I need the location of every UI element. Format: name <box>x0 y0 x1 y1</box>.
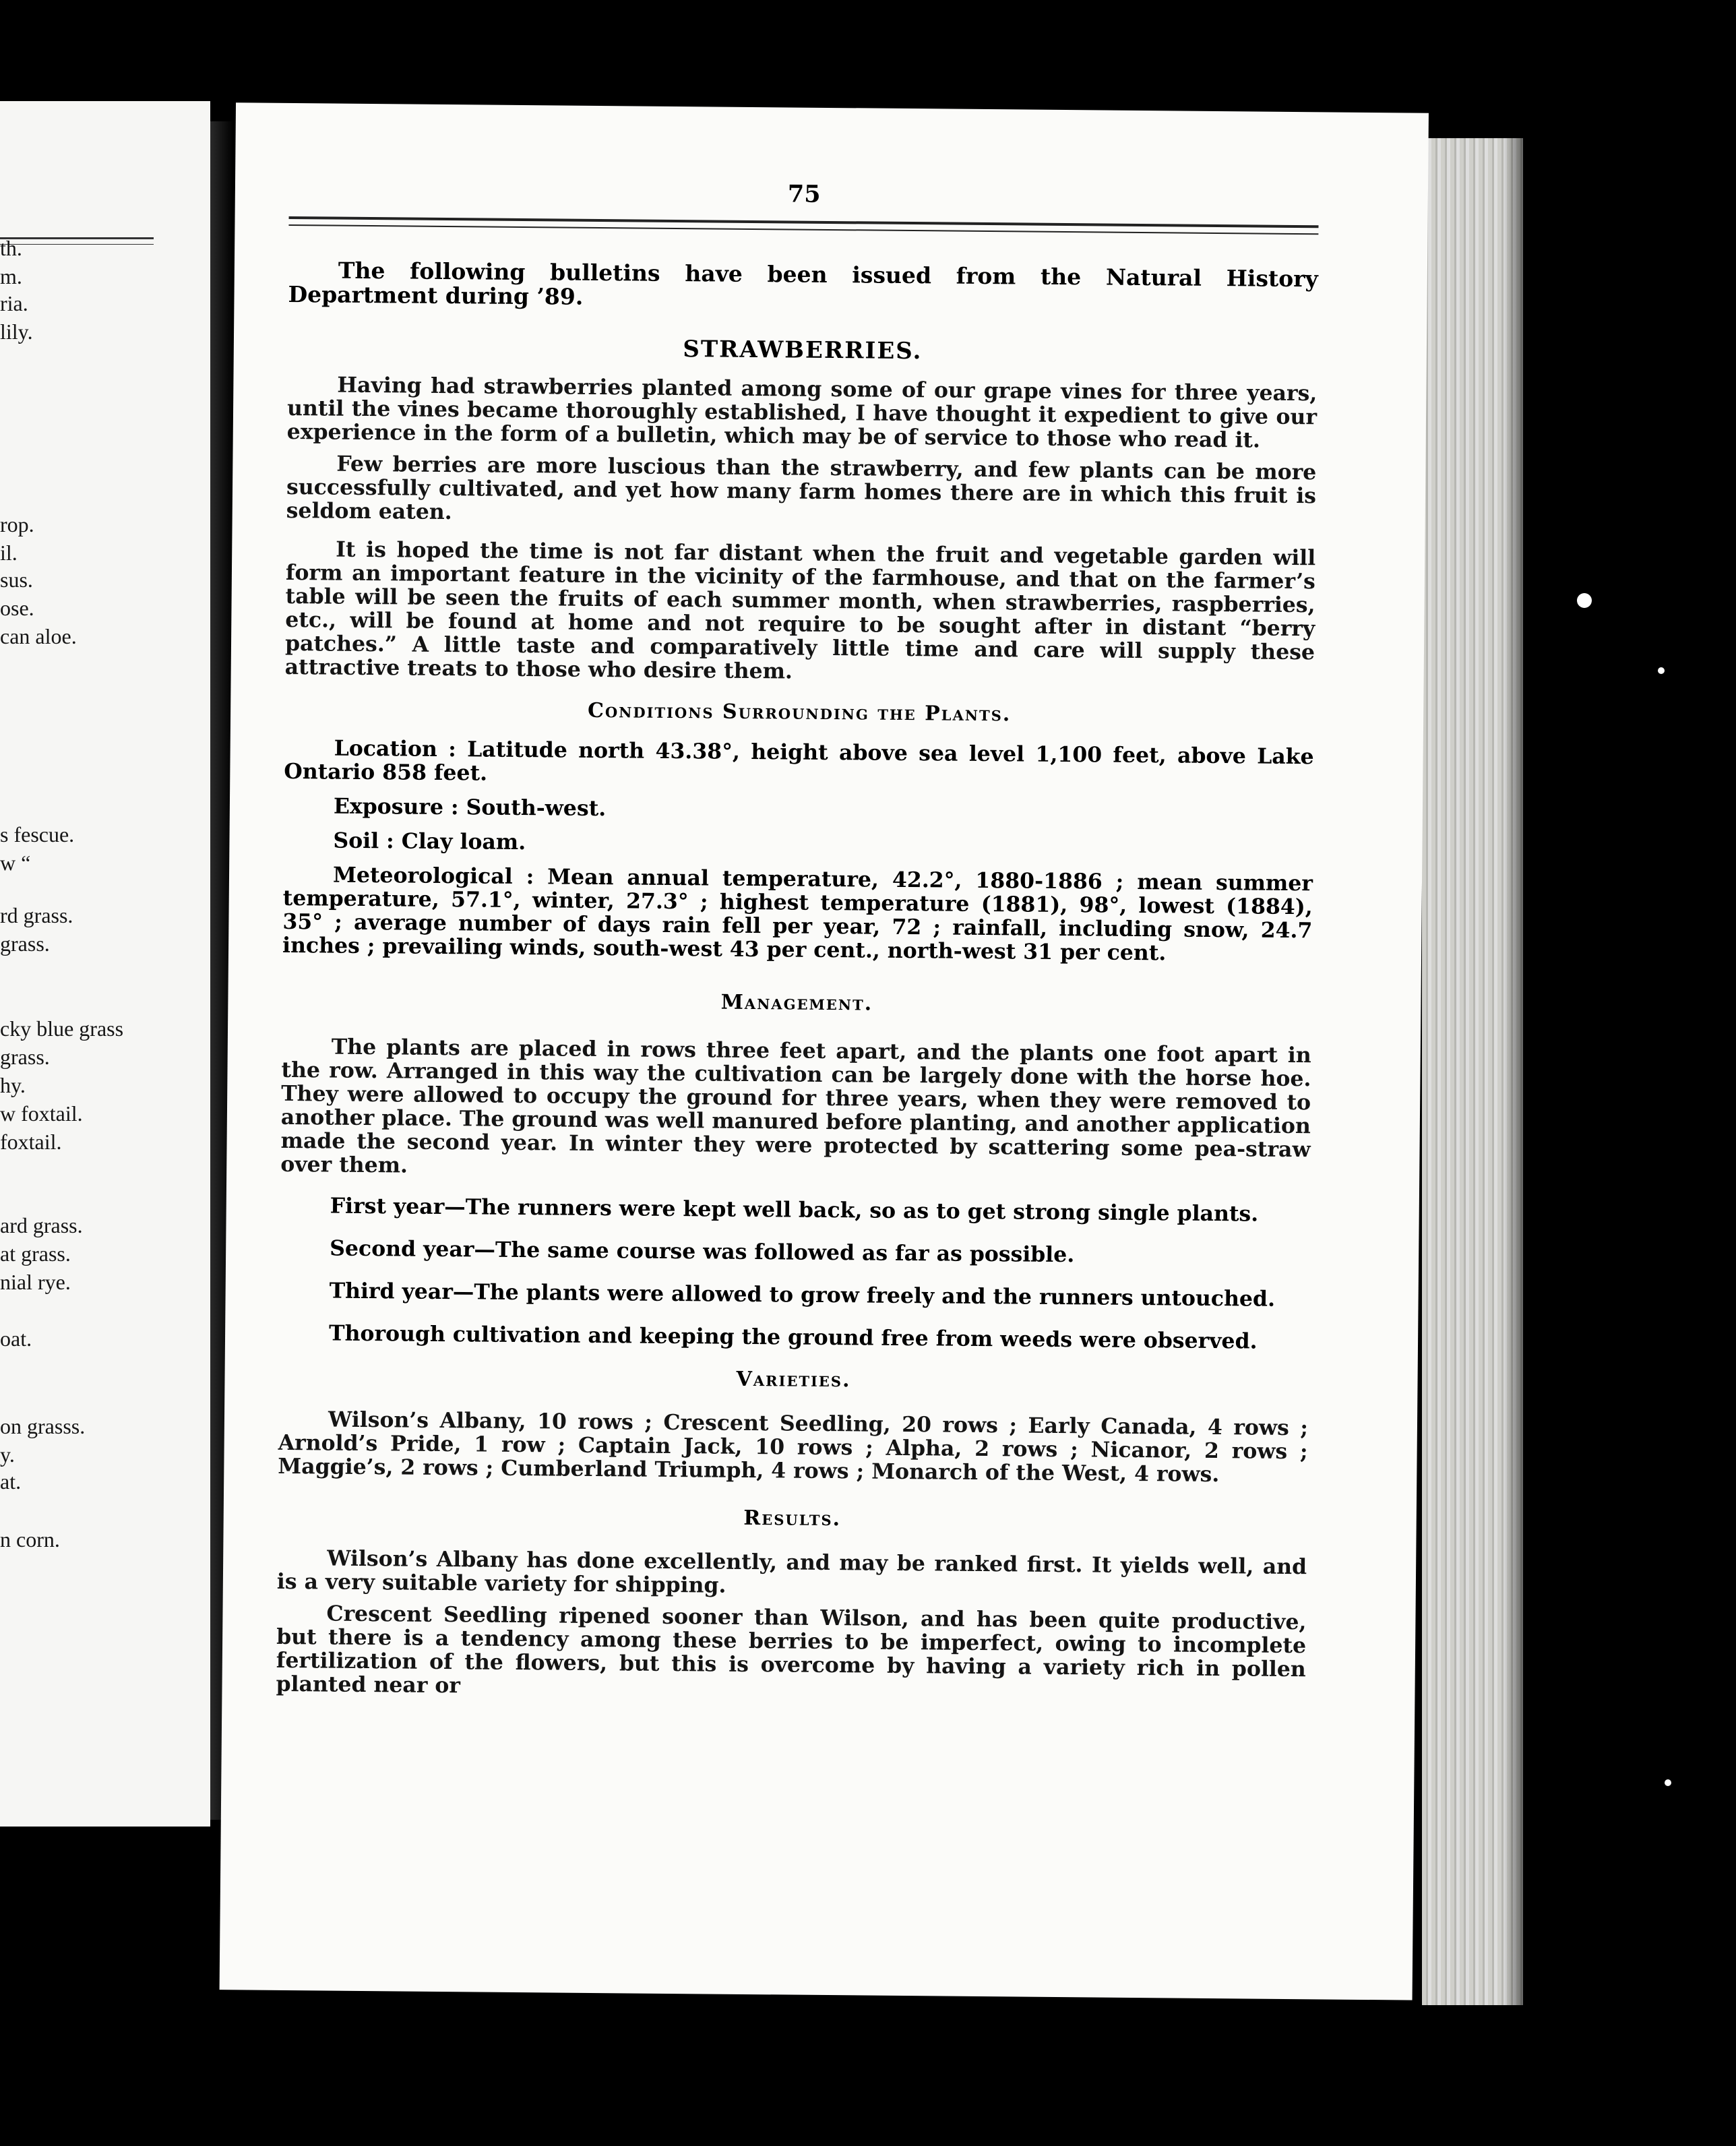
left-page-line: w foxtail. <box>0 1101 83 1126</box>
film-speck <box>1658 667 1665 674</box>
section-heading-conditions: Conditions Surrounding the Plants. <box>587 698 1012 727</box>
left-page-line: ard grass. <box>0 1213 83 1237</box>
left-page-line: nial rye. <box>0 1270 71 1294</box>
page-edges <box>1422 138 1523 2005</box>
left-page-line: il. <box>0 541 18 565</box>
left-page-line: grass. <box>0 931 50 956</box>
condition-exposure: Exposure : South-west. <box>333 793 607 822</box>
results-paragraph: Crescent Seedling ripened sooner than Wilson, and has been quite productive, but there is a tendency among these berries to be imperfect, owing to incomplete fertilization of the flowers, but this is overcome by having a variety rich in pollen planted near or <box>276 1601 1307 1698</box>
left-page-line: w “ <box>0 851 31 875</box>
paragraph: Having had strawberries planted among some of our grape vines for three years, until the vines became thoroughly established, I have thought it expedient to give our experience in the form of a bulletin, which may be of service to those who read it. <box>286 372 1318 453</box>
section-heading-varieties: Varieties. <box>736 1367 851 1392</box>
management-paragraph: The plants are placed in rows three feet apart, and the plants one foot apart in the row. Arranged in this way the cultivation can be largely done with the horse hoe. They were allowed to occupy the ground for three years, when they were removed to another place. The ground was well manured before planting, and another application made the second year. In winter they were protected by scattering some pea-straw over them. <box>280 1034 1311 1178</box>
left-page-line: foxtail. <box>0 1130 62 1154</box>
opening-section <box>276 373 1317 1713</box>
left-page-line: th. <box>0 236 22 260</box>
left-page-line: ria. <box>0 291 28 315</box>
left-page-line: cky blue grass <box>0 1016 124 1041</box>
left-page-line: at grass. <box>0 1241 71 1266</box>
varieties-paragraph: Wilson’s Albany, 10 rows ; Crescent Seedling, 20 rows ; Early Canada, 4 rows ; Arnold’s Pride, 1 row ; Captain Jack, 10 rows ; Alpha, 2 rows ; Nicanor, 2 rows ; Maggie’s, 2 rows ; Cumberland Triumph, 4 rows ; Monarch of the West, 4 rows. <box>278 1407 1309 1488</box>
condition-location: Location : Latitude north 43.38°, height above sea level 1,100 feet, above Lake Ontario 858 feet. <box>284 735 1314 786</box>
left-page-rule-thin <box>0 244 154 245</box>
second-year-line: Second year—The same course was followed as far as possible. <box>330 1235 1075 1268</box>
condition-meteorological: Meteorological : Mean annual temperature, 42.2°, 1880-1886 ; mean summer temperature, 57.1°, winter, 27.3° ; highest temperature (1881), 98°, lowest (1884), 35° ; average number of days rain fell per year, 72 ; rainfall, including snow, 24.7 inches ; prevailing winds, south-west 43 per cent., north-west 31 per cent. <box>282 862 1313 966</box>
left-page-line: grass. <box>0 1045 50 1069</box>
page-number: 75 <box>787 180 821 208</box>
left-page-rule <box>0 237 154 239</box>
film-speck <box>1665 1779 1671 1786</box>
first-year-line: First year—The runners were kept well back, so as to get strong single plants. <box>330 1193 1259 1227</box>
paragraph: Few berries are more luscious than the strawberry, and few plants can be more successfully cultivated, and yet how many farm homes there are in which this fruit is seldom eaten. <box>286 451 1317 525</box>
paragraph: It is hoped the time is not far distant when the fruit and vegetable garden will form an important feature in the vicinity of the farmhouse, and that on the farmer’s table will be seen the fruits of each summer month, when strawberries, raspberries, etc., will be found at home and not require to be sought after in distant “berry patches.” A little taste and comparatively little time and care will supply these attractive treats to those who desire them. <box>284 536 1316 684</box>
section-heading-results: Results. <box>743 1506 842 1531</box>
left-page-line: s fescue. <box>0 822 75 847</box>
left-page-line: m. <box>0 264 22 288</box>
results-paragraph: Wilson’s Albany has done excellently, and may be ranked first. It yields well, and is a very suitable variety for shipping. <box>276 1545 1307 1598</box>
left-page-line: on grasss. <box>0 1414 86 1438</box>
left-page-line: at. <box>0 1469 22 1494</box>
left-page-line: rop. <box>0 512 34 536</box>
left-page-line: oat. <box>0 1326 32 1351</box>
article-title: STRAWBERRIES. <box>683 336 923 365</box>
main-page <box>220 102 1429 2000</box>
film-speck <box>1577 593 1592 608</box>
section-heading-management: Management. <box>720 990 873 1016</box>
cultivation-line: Thorough cultivation and keeping the ground free from weeds were observed. <box>328 1320 1258 1354</box>
left-page-line: sus. <box>0 568 33 592</box>
left-page-line: hy. <box>0 1073 26 1097</box>
left-page-fragment <box>0 101 210 1827</box>
left-page-line: n corn. <box>0 1527 60 1552</box>
intro-text: The following bulletins have been issued from the Natural History Department during ’89. <box>288 257 1318 310</box>
left-page-line: rd grass. <box>0 903 73 927</box>
left-page-line: lily. <box>0 319 33 344</box>
third-year-line: Third year—The plants were allowed to grow freely and the runners untouched. <box>329 1278 1276 1312</box>
left-page-line: y. <box>0 1442 15 1467</box>
condition-soil: Soil : Clay loam. <box>333 828 526 855</box>
left-page-line: can aloe. <box>0 624 77 648</box>
left-page-line: ose. <box>0 596 34 620</box>
